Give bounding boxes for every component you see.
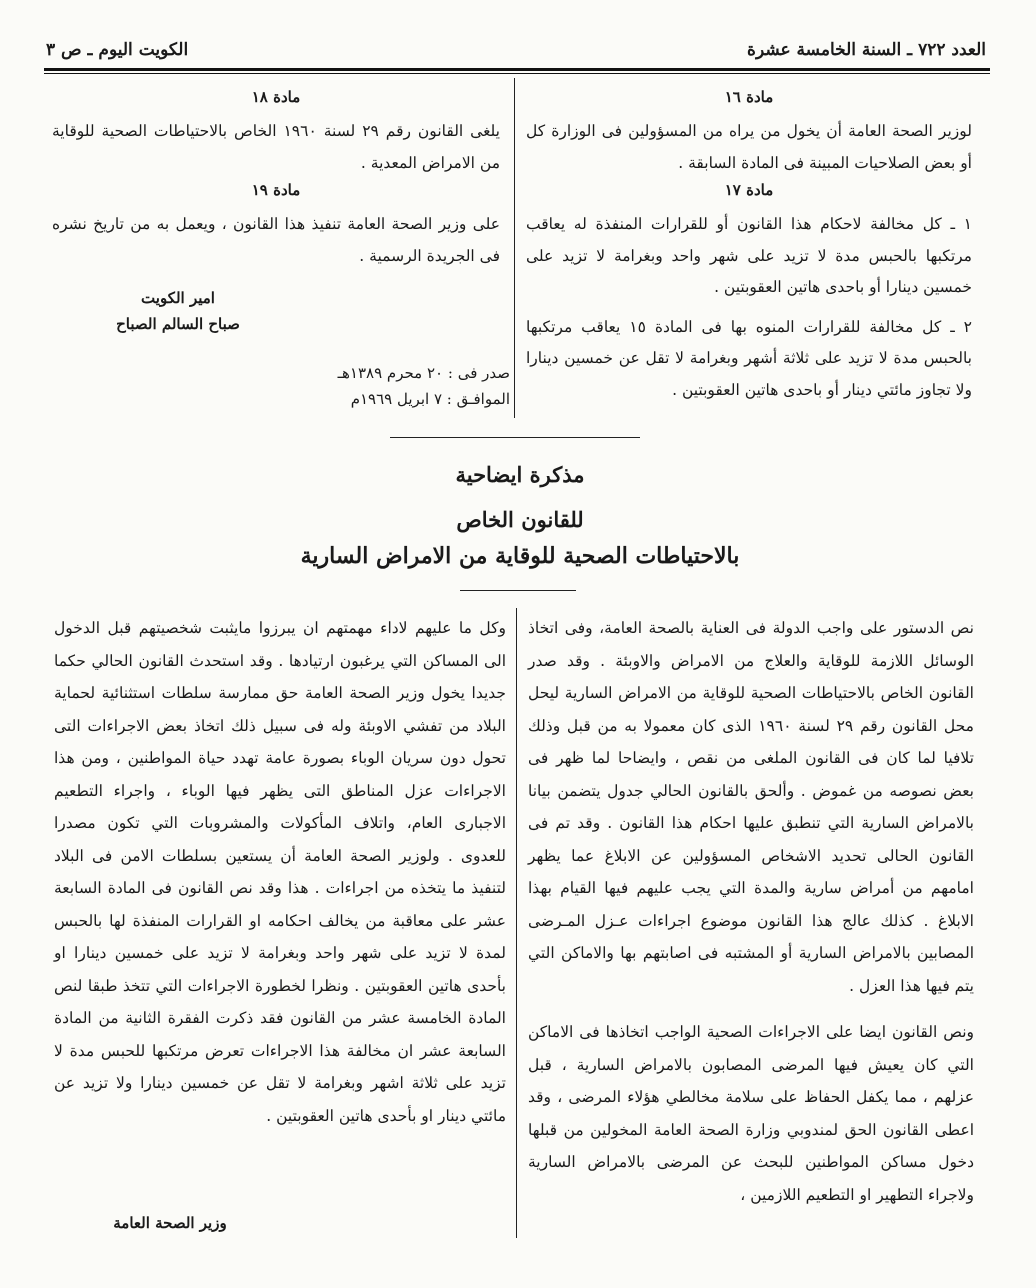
minister-signature: وزير الصحة العامة (113, 1214, 227, 1232)
memo-subtitle: للقانون الخاص (456, 507, 584, 532)
memo-right-column (528, 612, 974, 1211)
right-column-top (526, 86, 972, 406)
left-column-top (52, 86, 500, 272)
memo-title-rule (460, 590, 576, 591)
article-18-text: يلغى القانون رقم ٢٩ لسنة ١٩٦٠ الخاص بالاحتياطات الصحية للوقاية من الامراض المعدية . (52, 122, 500, 172)
memo-right-para-2: ونص القانون ايضا على الاجراءات الصحية الواجب اتخاذها فى الاماكن التي كان يعيش فيها المرضى المصابون بالامراض السارية ، قبل عزلهم ، مما يكفل الحفاظ على سلامة مخالطي هؤلاء المرضى ، وقد اعطى القانون الحق لمندوبي وزارة الصحة العامة المخولين من قبلها دخول مساكن المواطنين للبحث عن المرضى بالامراض السارية ولاجراء التطهير او التطعيم اللازمين ، (528, 1023, 974, 1204)
column-divider-bottom (516, 608, 517, 1238)
signature-name: صباح السالم الصباح (116, 315, 240, 333)
issued-date: صدر فى : ٢٠ محرم ١٣٨٩هـ (337, 364, 510, 382)
article-17-title: مادة ١٧ (724, 181, 774, 199)
issue-dates (300, 360, 510, 412)
issue-info: العدد ٧٢٢ ـ السنة الخامسة عشرة (747, 40, 986, 60)
signature-title: امير الكويت (141, 289, 215, 307)
memo-left-para-1: وكل ما عليهم لاداء مهمتهم ان يبرزوا مايثبت شخصيتهم قبل الدخول الى المساكن التي يرغبون ارتيادها . وقد استحدث القانون الحالي حكما جديدا يخول وزير الصحة العامة حق ممارسة سلطات استثنائية لحماية البلاد من تفشي الاوبئة وله فى سبيل ذلك اتخاذ بعض الاجراءات التى تحول دون سريان الوباء بصورة عامة تهدد حياة المواطنين ، ومن هذا الاجراءات عزل المناطق التى يظهر فيها الوباء ، واجراء التطعيم الاجبارى العام، واتلاف المأكولات والمشروبات التي تكون مصدرا للعدوى . ولوزير الصحة العامة أن يستعين بسلطات الامن فى البلاد لتنفيذ ما يتخذه من اجراءات . هذا وقد نص القانون فى المادة السابعة عشر على معاقبة من يخالف احكامه او القرارات المنفذة لها بالحبس لمدة لا تزيد على شهر واحد وبغرامة لا تزيد على خمسين دينارا او بأحدى هاتين العقوبتين . ونظرا لخطورة الاجراءات التي تتخذ طبقا لنص المادة الخامسة عشر من القانون فقد ذكرت الفقرة الثانية من المادة السابعة عشر ان مخالفة هذا الاجراءات تعرض مرتكبها للحبس مدة لا تزيد على ثلاثة اشهر وبغرامة لا تقل عن خمسين دينارا ولا تزيد عن مائتي دينار او بأحدى هاتين العقوبتين . (54, 619, 506, 1125)
memo-left-column (54, 612, 506, 1132)
signature-block (98, 285, 258, 337)
article-19-text: على وزير الصحة العامة تنفيذ هذا القانون ، ويعمل به من تاريخ نشره فى الجريدة الرسمية . (52, 215, 500, 265)
page-header (46, 40, 986, 68)
article-16-title: مادة ١٦ (724, 88, 774, 106)
article-17-para-2: ٢ ـ كل مخالفة للقرارات المنوه بها فى المادة ١٥ يعاقب مرتكبها بالحبس مدة لا تزيد على ثلاثة أشهر وبغرامة لا تقل عن خمسين دينارا ولا تجاوز مائتي دينار أو باحدى هاتين العقوبتين . (526, 317, 972, 399)
article-18-title: مادة ١٨ (251, 88, 301, 106)
memo-right-para-1: نص الدستور على واجب الدولة فى العناية بالصحة العامة، وفى اتخاذ الوسائل اللازمة للوقاية والعلاج من الامراض والاوبئة . وقد صدر القانون الخاص بالاحتياطات الصحية للوقاية من الامراض السارية ليحل محل القانون رقم ٢٩ لسنة ١٩٦٠ الذى كان معمولا به من قبل وذلك تلافيا لما كان فى القانون الملغى من نقص ، وايضاحا لما ظهر فى بعض نصوصه من غموض . وألحق بالقانون الحالي جدول يتضمن بيانا بالامراض السارية التي تنطبق عليها احكام هذا القانون . وقد تم فى القانون الحالى تحديد الاشخاص المسؤولين عن الابلاغ عما يظهر امامهم من أمراض سارية والمدة التي يجب عليهم فيها القيام بهذا الابلاغ . كذلك عالج هذا القانون موضوع اجراءات عـزل المـرضى المصابين بالامراض السارية أو المشتبه فى اصابتهم بها والاماكن التي يتم فيها هذا العزل . (528, 619, 974, 995)
article-19-title: مادة ١٩ (251, 181, 301, 199)
article-16-text: لوزير الصحة العامة أن يخول من يراه من المسؤولين فى الوزارة كل أو بعض الصلاحيات المبينة فى المادة السابقة . (526, 122, 972, 172)
publication-page: الكويت اليوم ـ ص ٣ (46, 40, 189, 60)
section-divider (390, 437, 640, 438)
header-rule (44, 68, 990, 71)
article-17-para-1: ١ ـ كل مخالفة لاحكام هذا القانون أو للقرارات المنفذة له يعاقب مرتكبها بالحبس مدة لا تزيد على شهر واحد وبغرامة لا تزيد على خمسين دينارا أو باحدى هاتين العقوبتين . (526, 215, 972, 296)
memo-title: مذكرة ايضاحية (455, 462, 585, 487)
corresponding-date: الموافـق : ٧ ابريل ١٩٦٩م (350, 390, 510, 408)
column-divider-top (514, 78, 515, 418)
header-rule-thin (44, 73, 990, 74)
memo-law-title: بالاحتياطات الصحية للوقاية من الامراض السارية (300, 543, 740, 569)
